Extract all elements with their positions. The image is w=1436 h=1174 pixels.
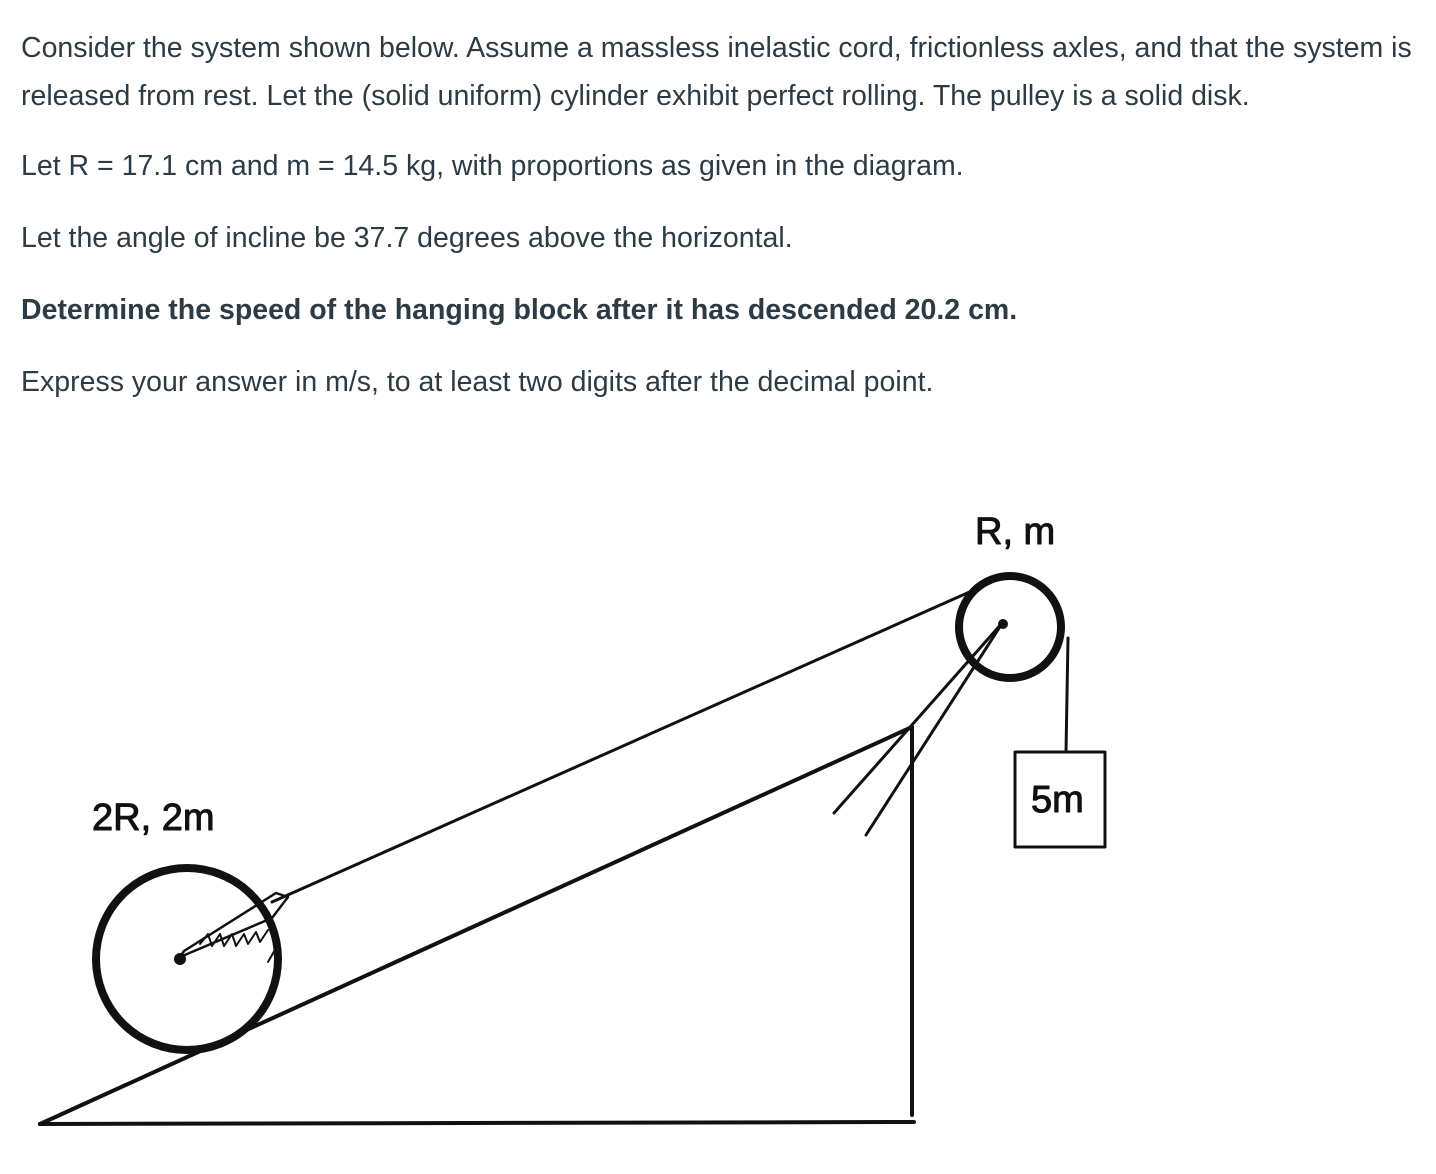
support-strut-right — [866, 622, 1003, 835]
question: Determine the speed of the hanging block after it has descended 20.2 cm. — [21, 294, 1018, 326]
pulley-rim — [959, 576, 1061, 678]
cord — [272, 582, 1068, 902]
ramp-slope — [40, 727, 912, 1124]
support-strut-left — [834, 622, 1003, 813]
incline-ramp — [40, 727, 914, 1124]
block-label: 5m — [1031, 779, 1084, 821]
cord-hanging-segment — [1066, 638, 1068, 752]
pulley-support — [834, 622, 1003, 835]
yoke-hatching — [200, 930, 268, 946]
ramp-base — [40, 1122, 914, 1124]
cylinder-label: 2R, 2m — [92, 797, 215, 839]
given-values: Let R = 17.1 cm and m = 14.5 kg, with proportions as given in the diagram. — [21, 150, 964, 182]
pulley — [959, 576, 1061, 678]
problem-intro: Consider the system shown below. Assume a massless inelastic cord, frictionless axles, and that the system is released from rest. Let the (solid uniform) cylinder exhibit perfect rolling. The pulley is a solid disk. — [21, 32, 1412, 112]
answer-instruction: Express your answer in m/s, to at least two digits after the decimal point. — [21, 366, 934, 398]
pulley-label: R, m — [975, 511, 1056, 553]
cylinder-rim — [96, 868, 278, 1050]
pulley-axle — [998, 619, 1008, 629]
incline-angle: Let the angle of incline be 37.7 degrees above the horizontal. — [21, 222, 793, 254]
